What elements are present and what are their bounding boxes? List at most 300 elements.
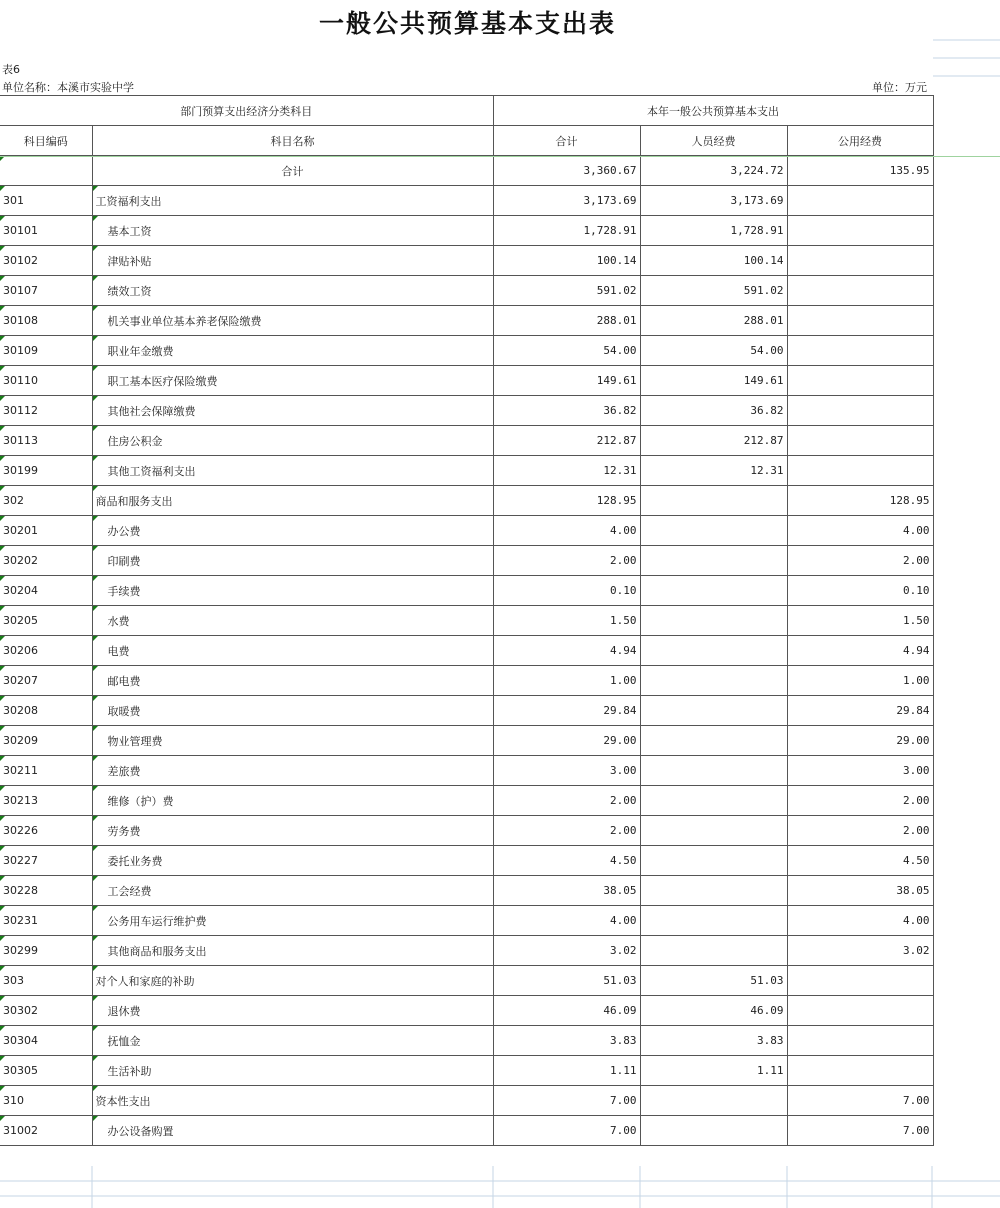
row-name-cell[interactable]	[92, 1056, 493, 1086]
row-public-cell[interactable]	[787, 936, 933, 966]
row-public-cell[interactable]	[787, 1116, 933, 1146]
row-total-cell[interactable]	[493, 756, 640, 786]
row-public-cell-text: 38.05	[896, 884, 930, 897]
row-personnel-cell[interactable]	[640, 1056, 787, 1086]
row-code-cell[interactable]	[0, 396, 92, 426]
cell-marker-icon	[0, 1056, 5, 1061]
row-code-cell[interactable]	[0, 906, 92, 936]
row-personnel-cell[interactable]	[640, 876, 787, 906]
total-public-cell[interactable]: 135.95	[787, 156, 933, 186]
table-row	[0, 636, 933, 666]
row-code-cell[interactable]	[0, 1056, 92, 1086]
row-name-cell-text: 公务用车运行维护费	[107, 914, 207, 928]
table-row	[0, 336, 933, 366]
table-row	[0, 666, 933, 696]
row-name-cell[interactable]	[92, 996, 493, 1026]
row-total-cell[interactable]	[493, 336, 640, 366]
row-name-cell[interactable]	[92, 366, 493, 396]
table-row	[0, 426, 933, 456]
row-personnel-cell-text: 51.03	[750, 974, 784, 987]
table-row	[0, 846, 933, 876]
cell-marker-icon	[0, 726, 5, 731]
cell-marker-icon	[0, 186, 5, 191]
row-public-cell[interactable]	[787, 186, 933, 216]
row-public-cell-text: 4.50	[903, 854, 930, 867]
row-total-cell[interactable]	[493, 576, 640, 606]
row-personnel-cell[interactable]	[640, 786, 787, 816]
row-total-cell[interactable]	[493, 876, 640, 906]
row-public-cell[interactable]	[787, 696, 933, 726]
cell-marker-icon	[93, 246, 98, 251]
row-code-cell[interactable]	[0, 486, 92, 516]
row-total-cell[interactable]	[493, 786, 640, 816]
row-personnel-cell[interactable]	[640, 726, 787, 756]
row-name-cell-text: 住房公积金	[107, 434, 163, 448]
row-name-cell[interactable]	[92, 456, 493, 486]
row-public-cell[interactable]	[787, 1056, 933, 1086]
row-total-cell[interactable]	[493, 306, 640, 336]
cell-marker-icon	[93, 1026, 98, 1031]
table-row	[0, 966, 933, 996]
row-total-cell-text: 3.02	[610, 944, 637, 957]
row-name-cell[interactable]	[92, 396, 493, 426]
header-group-right[interactable]: 本年一般公共预算基本支出	[493, 96, 933, 126]
row-public-cell[interactable]	[787, 756, 933, 786]
cell-marker-icon	[93, 756, 98, 761]
row-personnel-cell[interactable]	[640, 246, 787, 276]
row-personnel-cell[interactable]	[640, 426, 787, 456]
table-row	[0, 936, 933, 966]
row-code-cell-text: 30208	[3, 704, 38, 717]
row-public-cell[interactable]	[787, 516, 933, 546]
table-row	[0, 216, 933, 246]
cell-marker-icon	[0, 606, 5, 611]
row-code-cell-text: 30227	[3, 854, 38, 867]
row-name-cell-text: 手续费	[107, 584, 141, 598]
row-code-cell[interactable]	[0, 996, 92, 1026]
row-name-cell-text: 取暖费	[107, 704, 141, 718]
row-total-cell[interactable]	[493, 1026, 640, 1056]
row-public-cell[interactable]	[787, 846, 933, 876]
row-public-cell[interactable]	[787, 966, 933, 996]
header-total[interactable]: 合计	[493, 126, 640, 156]
row-total-cell[interactable]	[493, 186, 640, 216]
row-personnel-cell[interactable]	[640, 756, 787, 786]
row-public-cell[interactable]	[787, 486, 933, 516]
row-personnel-cell[interactable]	[640, 456, 787, 486]
row-name-cell[interactable]	[92, 786, 493, 816]
cell-marker-icon	[93, 906, 98, 911]
cell-marker-icon	[0, 516, 5, 521]
row-personnel-cell-text: 1,728.91	[730, 224, 784, 237]
row-total-cell[interactable]	[493, 996, 640, 1026]
table-number: 表6	[2, 63, 20, 76]
cell-marker-icon	[0, 876, 5, 881]
row-name-cell-text: 维修（护）费	[107, 794, 174, 808]
row-public-cell[interactable]	[787, 456, 933, 486]
cell-marker-icon	[0, 276, 5, 281]
row-code-cell[interactable]	[0, 366, 92, 396]
row-personnel-cell[interactable]	[640, 606, 787, 636]
page-title: 一般公共预算基本支出表	[318, 9, 616, 38]
row-name-cell[interactable]	[92, 876, 493, 906]
row-code-cell[interactable]	[0, 456, 92, 486]
row-total-cell[interactable]	[493, 276, 640, 306]
row-public-cell-text: 29.00	[896, 734, 930, 747]
row-total-cell-text: 4.94	[610, 644, 637, 657]
row-personnel-cell[interactable]	[640, 1116, 787, 1146]
row-name-cell-text: 津贴补贴	[107, 254, 152, 268]
row-name-cell-text: 工会经费	[107, 884, 152, 898]
row-code-cell[interactable]	[0, 216, 92, 246]
row-name-cell[interactable]	[92, 546, 493, 576]
row-public-cell[interactable]	[787, 1026, 933, 1056]
table-row	[0, 486, 933, 516]
row-code-cell-text: 30202	[3, 554, 38, 567]
row-public-cell[interactable]	[787, 306, 933, 336]
row-public-cell[interactable]	[787, 606, 933, 636]
row-code-cell-text: 30207	[3, 674, 38, 687]
row-code-cell-text: 31002	[3, 1124, 38, 1137]
row-code-cell[interactable]	[0, 186, 92, 216]
row-code-cell-text: 30204	[3, 584, 38, 597]
row-name-cell[interactable]	[92, 966, 493, 996]
cell-marker-icon	[93, 336, 98, 341]
row-name-cell-text: 其他社会保障缴费	[107, 404, 196, 418]
row-name-cell[interactable]	[92, 1086, 493, 1116]
row-personnel-cell[interactable]	[640, 576, 787, 606]
row-public-cell[interactable]	[787, 216, 933, 246]
row-name-cell[interactable]	[92, 666, 493, 696]
row-name-cell-text: 邮电费	[107, 674, 141, 688]
row-total-cell-text: 38.05	[603, 884, 637, 897]
row-total-cell[interactable]	[493, 246, 640, 276]
row-name-cell[interactable]	[92, 726, 493, 756]
row-code-cell[interactable]	[0, 546, 92, 576]
row-name-cell[interactable]	[92, 816, 493, 846]
row-public-cell-text: 2.00	[903, 794, 930, 807]
row-personnel-cell[interactable]	[640, 276, 787, 306]
row-name-cell[interactable]	[92, 906, 493, 936]
row-total-cell[interactable]	[493, 726, 640, 756]
cell-marker-icon	[0, 456, 5, 461]
row-name-cell[interactable]	[92, 246, 493, 276]
row-total-cell-text: 2.00	[610, 824, 637, 837]
row-public-cell[interactable]	[787, 996, 933, 1026]
row-personnel-cell[interactable]	[640, 666, 787, 696]
row-total-cell[interactable]	[493, 456, 640, 486]
cell-marker-icon	[93, 996, 98, 1001]
cell-marker-icon	[0, 306, 5, 311]
row-total-cell[interactable]	[493, 426, 640, 456]
row-total-cell[interactable]	[493, 486, 640, 516]
row-name-cell-text: 电费	[107, 644, 130, 658]
row-total-cell[interactable]	[493, 216, 640, 246]
row-code-cell[interactable]	[0, 336, 92, 366]
cell-marker-icon	[93, 1116, 98, 1121]
row-public-cell-text: 4.00	[903, 524, 930, 537]
cell-marker-icon	[93, 186, 98, 191]
row-total-cell[interactable]	[493, 936, 640, 966]
table-row	[0, 756, 933, 786]
row-name-cell[interactable]	[92, 486, 493, 516]
table-row	[0, 576, 933, 606]
row-name-cell-text: 绩效工资	[107, 284, 152, 298]
header-group-left[interactable]: 部门预算支出经济分类科目	[0, 96, 493, 126]
row-name-cell-text: 其他工资福利支出	[107, 464, 196, 478]
row-personnel-cell[interactable]	[640, 966, 787, 996]
row-personnel-cell[interactable]	[640, 486, 787, 516]
row-code-cell[interactable]	[0, 1026, 92, 1056]
row-name-cell-text: 职业年金缴费	[107, 344, 174, 358]
row-name-cell[interactable]	[92, 306, 493, 336]
cell-marker-icon	[0, 396, 5, 401]
table-row	[0, 516, 933, 546]
budget-table	[0, 95, 934, 1146]
row-code-cell[interactable]	[0, 786, 92, 816]
row-code-cell[interactable]	[0, 606, 92, 636]
row-name-cell[interactable]	[92, 216, 493, 246]
row-total-cell-text: 3.83	[610, 1034, 637, 1047]
row-name-cell[interactable]	[92, 336, 493, 366]
row-name-cell[interactable]	[92, 186, 493, 216]
row-total-cell[interactable]	[493, 516, 640, 546]
row-total-cell-text: 1,728.91	[583, 224, 637, 237]
row-total-cell-text: 7.00	[610, 1094, 637, 1107]
row-personnel-cell-text: 288.01	[743, 314, 784, 327]
row-personnel-cell[interactable]	[640, 396, 787, 426]
table-row	[0, 276, 933, 306]
row-personnel-cell[interactable]	[640, 336, 787, 366]
row-name-cell[interactable]	[92, 846, 493, 876]
row-total-cell-text: 0.10	[610, 584, 637, 597]
cell-marker-icon	[0, 786, 5, 791]
row-name-cell[interactable]	[92, 1026, 493, 1056]
total-row	[0, 156, 933, 186]
row-total-cell-text: 591.02	[596, 284, 637, 297]
header-code[interactable]: 科目编码	[0, 126, 92, 156]
row-name-cell[interactable]	[92, 636, 493, 666]
row-code-cell[interactable]	[0, 936, 92, 966]
row-code-cell[interactable]	[0, 516, 92, 546]
table-row	[0, 546, 933, 576]
row-public-cell[interactable]	[787, 636, 933, 666]
cell-marker-icon	[93, 876, 98, 881]
row-total-cell[interactable]	[493, 606, 640, 636]
row-name-cell-text: 职工基本医疗保险缴费	[107, 374, 218, 388]
row-code-cell[interactable]	[0, 276, 92, 306]
row-total-cell[interactable]	[493, 636, 640, 666]
row-code-cell-text: 30304	[3, 1034, 38, 1047]
row-public-cell[interactable]	[787, 366, 933, 396]
row-personnel-cell[interactable]	[640, 546, 787, 576]
row-public-cell-text: 2.00	[903, 824, 930, 837]
cell-marker-icon	[0, 696, 5, 701]
row-name-cell[interactable]	[92, 516, 493, 546]
row-code-cell[interactable]	[0, 636, 92, 666]
row-name-cell-text: 其他商品和服务支出	[107, 944, 207, 958]
table-row	[0, 246, 933, 276]
row-public-cell[interactable]	[787, 396, 933, 426]
row-personnel-cell[interactable]	[640, 366, 787, 396]
row-code-cell[interactable]	[0, 816, 92, 846]
cell-marker-icon	[0, 216, 5, 221]
row-public-cell[interactable]	[787, 426, 933, 456]
row-code-cell[interactable]	[0, 726, 92, 756]
table-row	[0, 456, 933, 486]
row-total-cell[interactable]	[493, 366, 640, 396]
table-row	[0, 906, 933, 936]
cell-marker-icon	[93, 576, 98, 581]
row-code-cell[interactable]	[0, 1116, 92, 1146]
row-personnel-cell[interactable]	[640, 1086, 787, 1116]
row-public-cell[interactable]	[787, 876, 933, 906]
cell-marker-icon	[93, 966, 98, 971]
row-name-cell-text: 对个人和家庭的补助	[95, 974, 195, 988]
frozen-pane-line	[0, 156, 1000, 157]
row-code-cell-text: 30110	[3, 374, 38, 387]
total-code-cell[interactable]	[0, 156, 92, 186]
cell-marker-icon	[93, 546, 98, 551]
row-name-cell-text: 抚恤金	[107, 1034, 141, 1048]
row-personnel-cell[interactable]	[640, 996, 787, 1026]
cell-marker-icon	[93, 456, 98, 461]
header-public[interactable]: 公用经费	[787, 126, 933, 156]
row-name-cell-text: 办公设备购置	[107, 1124, 174, 1138]
total-label-cell[interactable]: 合计	[92, 156, 493, 186]
total-personnel-cell[interactable]: 3,224.72	[640, 156, 787, 186]
cell-marker-icon	[93, 816, 98, 821]
row-personnel-cell[interactable]	[640, 306, 787, 336]
row-code-cell[interactable]	[0, 1086, 92, 1116]
cell-marker-icon	[0, 816, 5, 821]
row-total-cell-text: 46.09	[603, 1004, 637, 1017]
row-name-cell[interactable]	[92, 936, 493, 966]
row-public-cell[interactable]	[787, 576, 933, 606]
row-personnel-cell[interactable]	[640, 516, 787, 546]
row-code-cell[interactable]	[0, 696, 92, 726]
row-personnel-cell[interactable]	[640, 816, 787, 846]
total-total-cell[interactable]: 3,360.67	[493, 156, 640, 186]
row-total-cell[interactable]	[493, 1056, 640, 1086]
row-personnel-cell[interactable]	[640, 846, 787, 876]
row-total-cell[interactable]	[493, 966, 640, 996]
row-name-cell-text: 水费	[107, 614, 130, 628]
row-code-cell[interactable]	[0, 576, 92, 606]
row-name-cell[interactable]	[92, 696, 493, 726]
row-total-cell-text: 2.00	[610, 794, 637, 807]
row-code-cell-text: 30305	[3, 1064, 38, 1077]
row-public-cell[interactable]	[787, 336, 933, 366]
header-name[interactable]: 科目名称	[92, 126, 493, 156]
row-public-cell[interactable]	[787, 276, 933, 306]
table-row	[0, 1116, 933, 1146]
row-name-cell-text: 机关事业单位基本养老保险缴费	[107, 314, 262, 328]
row-name-cell-text: 基本工资	[107, 224, 152, 238]
row-name-cell[interactable]	[92, 426, 493, 456]
row-name-cell-text: 劳务费	[107, 824, 141, 838]
row-personnel-cell[interactable]	[640, 186, 787, 216]
row-public-cell[interactable]	[787, 666, 933, 696]
row-personnel-cell-text: 100.14	[743, 254, 784, 267]
unit-label: 单位：万元	[872, 81, 927, 94]
row-public-cell-text: 3.00	[903, 764, 930, 777]
row-total-cell[interactable]	[493, 906, 640, 936]
row-personnel-cell[interactable]	[640, 216, 787, 246]
row-personnel-cell-text: 149.61	[743, 374, 784, 387]
row-name-cell[interactable]	[92, 576, 493, 606]
row-total-cell[interactable]	[493, 816, 640, 846]
row-code-cell-text: 302	[3, 494, 24, 507]
row-total-cell-text: 29.00	[603, 734, 637, 747]
row-code-cell[interactable]	[0, 876, 92, 906]
row-public-cell[interactable]	[787, 786, 933, 816]
cell-marker-icon	[0, 906, 5, 911]
row-code-cell-text: 30228	[3, 884, 38, 897]
row-total-cell-text: 7.00	[610, 1124, 637, 1137]
row-name-cell[interactable]	[92, 276, 493, 306]
cell-marker-icon	[93, 306, 98, 311]
cell-marker-icon	[0, 1086, 5, 1091]
row-total-cell-text: 3.00	[610, 764, 637, 777]
cell-marker-icon	[93, 276, 98, 281]
row-total-cell[interactable]	[493, 546, 640, 576]
row-code-cell[interactable]	[0, 246, 92, 276]
row-name-cell[interactable]	[92, 756, 493, 786]
row-total-cell[interactable]	[493, 666, 640, 696]
cell-marker-icon	[93, 1086, 98, 1091]
row-code-cell[interactable]	[0, 426, 92, 456]
row-public-cell[interactable]	[787, 1086, 933, 1116]
row-total-cell-text: 128.95	[596, 494, 637, 507]
cell-marker-icon	[93, 216, 98, 221]
row-public-cell[interactable]	[787, 906, 933, 936]
row-code-cell[interactable]	[0, 846, 92, 876]
row-total-cell[interactable]	[493, 846, 640, 876]
row-personnel-cell[interactable]	[640, 636, 787, 666]
row-code-cell-text: 30205	[3, 614, 38, 627]
row-public-cell[interactable]	[787, 246, 933, 276]
row-public-cell-text: 4.94	[903, 644, 930, 657]
row-public-cell[interactable]	[787, 546, 933, 576]
header-personnel[interactable]: 人员经费	[640, 126, 787, 156]
row-public-cell-text: 2.00	[903, 554, 930, 567]
cell-marker-icon	[93, 486, 98, 491]
row-personnel-cell[interactable]	[640, 906, 787, 936]
row-total-cell[interactable]	[493, 696, 640, 726]
row-code-cell-text: 30108	[3, 314, 38, 327]
row-public-cell-text: 7.00	[903, 1094, 930, 1107]
row-total-cell[interactable]	[493, 396, 640, 426]
cell-marker-icon	[93, 1056, 98, 1061]
row-name-cell[interactable]	[92, 1116, 493, 1146]
row-code-cell[interactable]	[0, 756, 92, 786]
row-personnel-cell[interactable]	[640, 1026, 787, 1056]
table-row	[0, 606, 933, 636]
row-total-cell[interactable]	[493, 1086, 640, 1116]
row-public-cell[interactable]	[787, 816, 933, 846]
row-personnel-cell[interactable]	[640, 696, 787, 726]
row-personnel-cell[interactable]	[640, 936, 787, 966]
cell-marker-icon	[0, 546, 5, 551]
row-name-cell[interactable]	[92, 606, 493, 636]
row-code-cell[interactable]	[0, 666, 92, 696]
row-code-cell[interactable]	[0, 966, 92, 996]
row-public-cell[interactable]	[787, 726, 933, 756]
row-total-cell[interactable]	[493, 1116, 640, 1146]
row-public-cell-text: 7.00	[903, 1124, 930, 1137]
row-code-cell[interactable]	[0, 306, 92, 336]
